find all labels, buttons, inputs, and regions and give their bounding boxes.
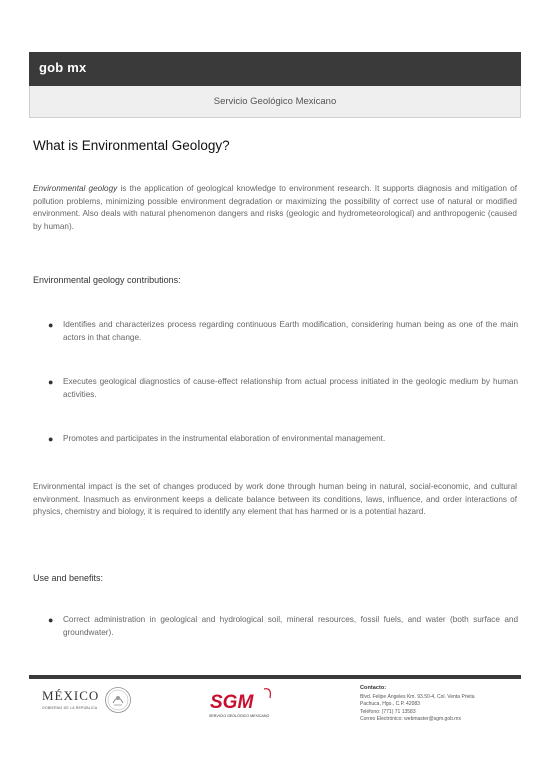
list-item [48, 432, 518, 445]
mexico-label: MÉXICO [42, 688, 100, 703]
contact-email[interactable]: Correo Electrónico: webmaster@sgm.gob.mx [360, 715, 461, 722]
national-seal-icon [104, 686, 132, 714]
bullet-icon: ● [48, 320, 54, 330]
footer-divider [29, 675, 521, 679]
contact-title: Contacto: [360, 685, 387, 691]
contributions-heading: Environmental geology contributions: [33, 275, 181, 285]
bullet-icon: ● [48, 377, 54, 387]
list-item [48, 318, 518, 344]
list-item-text: Executes geological diagnostics of cause-effect relationship from actual process initiated in the geologic medium by human activities. [63, 377, 518, 400]
contact-phone: Teléfono: (771) 71 13583 [360, 708, 416, 715]
intro-term: Environmental geology [33, 184, 118, 193]
sgm-logo [206, 686, 286, 722]
contact-address: Blvd. Felipe Ángeles Km. 93.50-4, Col. Venta Prieta [360, 694, 475, 701]
list-item-text: Promotes and participates in the instrumental elaboration of environmental management. [63, 434, 386, 443]
list-item [48, 613, 518, 639]
agency-banner [29, 86, 521, 118]
contact-block [360, 684, 530, 723]
benefits-heading: Use and benefits: [33, 573, 104, 583]
sgm-label: SGM [210, 692, 254, 713]
gobmx-logo-link[interactable]: gob mx [39, 60, 87, 75]
agency-name: Servicio Geológico Mexicano [213, 96, 337, 107]
intro-paragraph [33, 183, 517, 234]
bullet-icon: ● [48, 434, 54, 444]
list-item [48, 375, 518, 401]
list-item-text: Correct administration in geological and hydrological soil, mineral resources, fossil fuels, and water (both surface and groundwater). [63, 615, 518, 638]
sgm-sublabel: SERVICIO GEOLÓGICO MEXICANO [209, 714, 270, 718]
list-item-text: Identifies and characterizes process regarding continuous Earth modification, considering human being as one of the main actors in that change. [63, 320, 518, 343]
impact-paragraph: Environmental impact is the set of changes produced by work done through human being in natural, social-economic, and cultural environment. Inasmuch as environment keeps a delicate balance between its conditions, laws, influence, and order interactions of physics, chemistry and biology, it is required to identify any element that has harmed or is a potential hazard. [33, 482, 517, 517]
bullet-icon: ● [48, 615, 54, 625]
top-bar [29, 52, 521, 86]
page-title: What is Environmental Geology? [33, 138, 230, 153]
intro-text: is the application of geological knowledge to environment research. It supports diagnosis and mitigation of pollution problems, minimizing possible environment degradation or maximizing the possibility of correct use of natural or modified environment. Also deals with natural phenomenon dangers and risks (geologic and hydrometeorological) and anthropogenic (caused by human). [33, 184, 517, 232]
contact-city: Pachuca, Hgo., C.P. 42083 [360, 701, 420, 708]
gov-label: GOBIERNO DE LA REPÚBLICA [42, 706, 98, 710]
mexico-government-logo [42, 688, 102, 710]
